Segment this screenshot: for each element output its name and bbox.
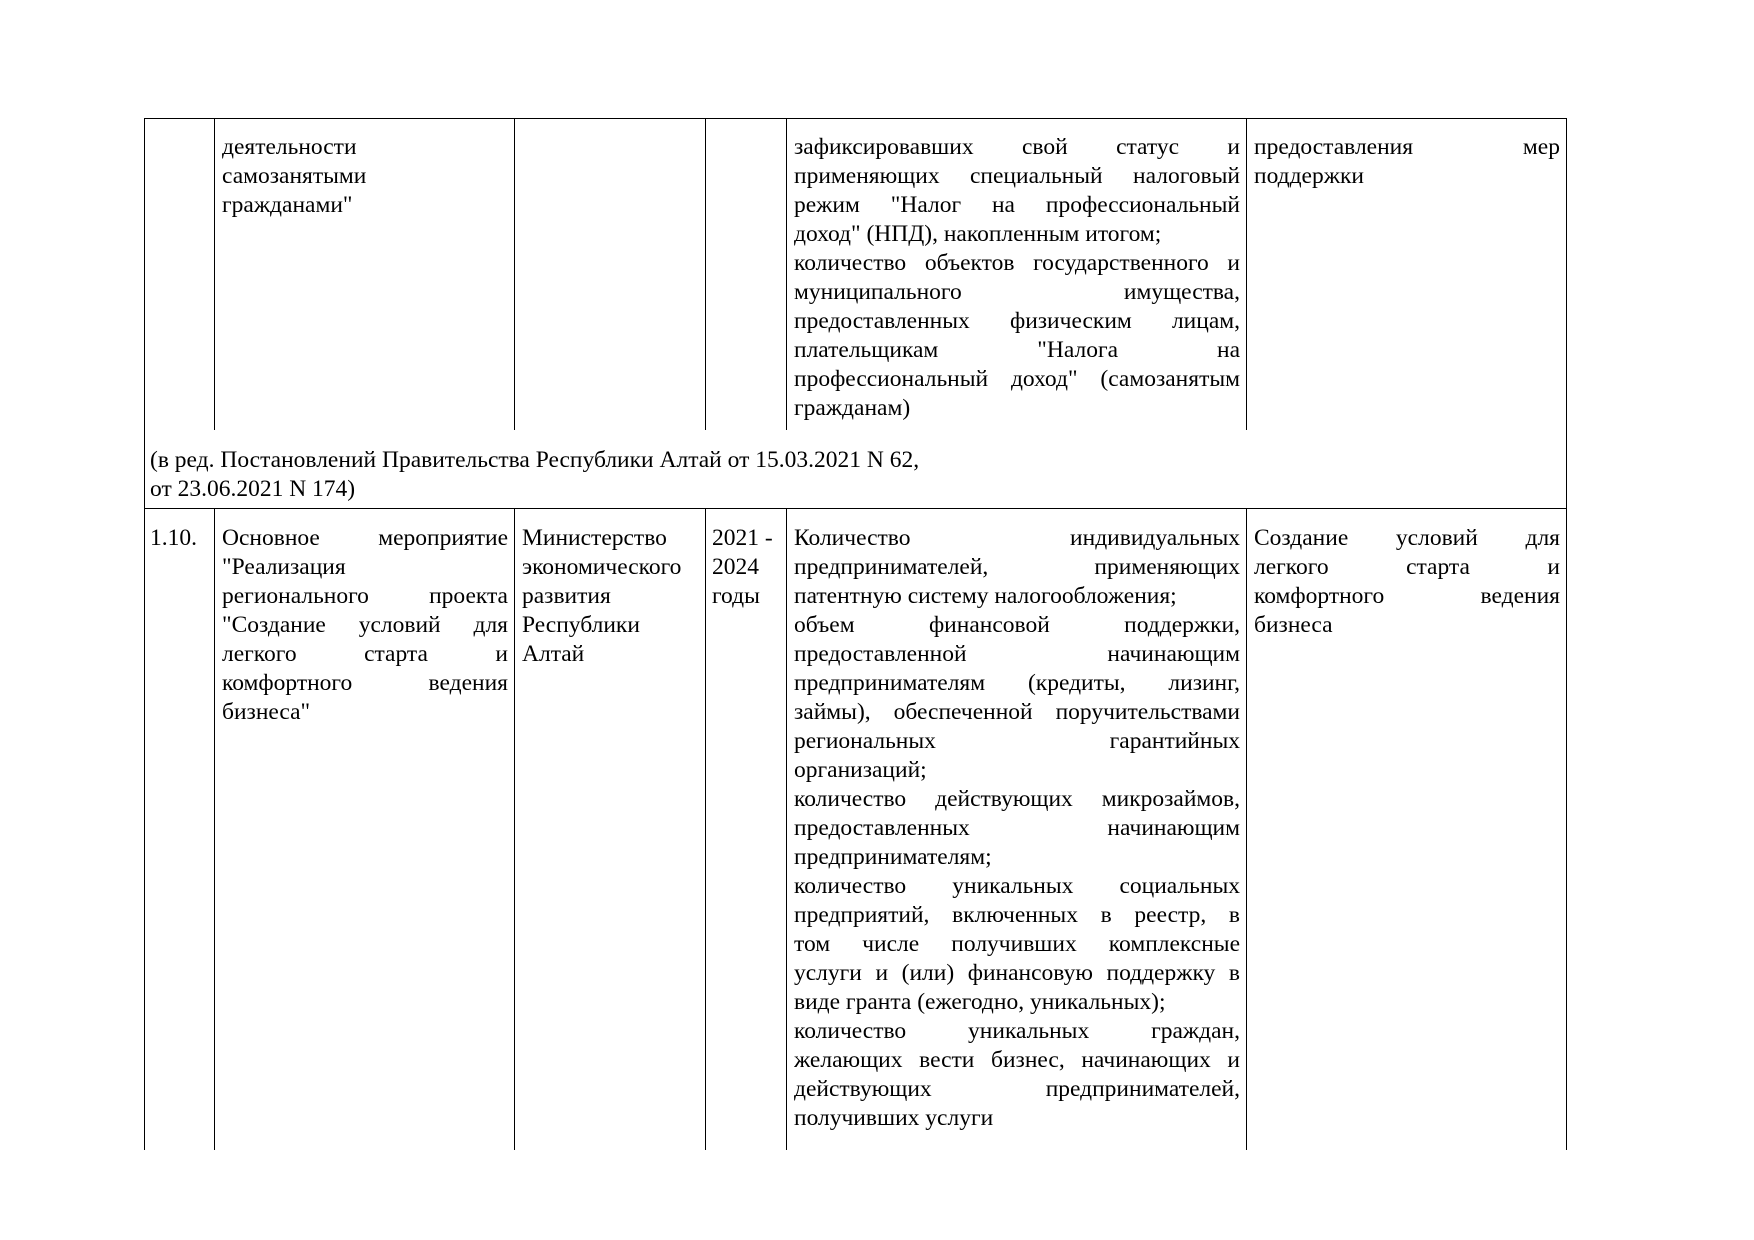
text-line: Республики [522, 612, 640, 638]
note-line: от 23.06.2021 N 174) [150, 476, 356, 502]
col-border-3 [705, 508, 706, 1150]
col-border-2 [514, 508, 515, 1150]
cont-indicators-cell [794, 133, 1240, 423]
col-border-5 [1246, 508, 1247, 1150]
executor-cell [522, 524, 700, 669]
row-separator [144, 508, 1567, 509]
text-line: количество уникальных социальных [794, 873, 1240, 899]
col-border-3 [705, 118, 706, 430]
text-line: желающих вести бизнес, начинающих и [794, 1047, 1240, 1073]
text-line: предприятий, включенных в реестр, в [794, 902, 1240, 928]
text-line: Создание условий для [1254, 525, 1560, 551]
text-line: патентную систему налогообложения; [794, 583, 1177, 609]
text-line: легкого старта и [1254, 554, 1560, 580]
row-number: 1.10. [150, 525, 197, 551]
result-cell [1254, 524, 1560, 640]
indicators-cell [794, 524, 1240, 1133]
text-line: 2024 [712, 554, 759, 580]
text-line: гражданами" [222, 192, 353, 218]
col-border-4 [786, 508, 787, 1150]
text-line: предпринимателям (кредиты, лизинг, [794, 670, 1240, 696]
text-line: получивших услуги [794, 1105, 994, 1131]
text-line: профессиональный доход" (самозанятым [794, 366, 1240, 392]
text-line: муниципального имущества, [794, 279, 1240, 305]
text-line: "Реализация [222, 554, 346, 580]
note-line: (в ред. Постановлений Правительства Республики Алтай от 15.03.2021 N 62, [150, 447, 920, 473]
col-border-1 [214, 118, 215, 430]
text-line: гражданам) [794, 395, 911, 421]
text-line: количество объектов государственного и [794, 250, 1240, 276]
cont-result-cell [1254, 133, 1560, 191]
text-line: количество действующих микрозаймов, [794, 786, 1240, 812]
text-line: Количество индивидуальных [794, 525, 1240, 551]
text-line: экономического [522, 554, 682, 580]
period-cell [712, 524, 784, 611]
text-line: предпринимателей, применяющих [794, 554, 1240, 580]
text-line: поддержки [1254, 163, 1364, 189]
text-line: режим "Налог на профессиональный [794, 192, 1240, 218]
col-border-2 [514, 118, 515, 430]
text-line: предоставленных начинающим [794, 815, 1240, 841]
text-line: количество уникальных граждан, [794, 1018, 1240, 1044]
text-line: Основное мероприятие [222, 525, 508, 551]
text-line: развития [522, 583, 611, 609]
text-line: применяющих специальный налоговый [794, 163, 1240, 189]
text-line: деятельности [222, 134, 357, 160]
col-border-1 [214, 508, 215, 1150]
table-left-border [144, 118, 145, 1150]
text-line: зафиксировавших свой статус и [794, 134, 1240, 160]
text-line: том числе получивших комплексные [794, 931, 1240, 957]
text-line: "Создание условий для [222, 612, 508, 638]
activity-name-cell [222, 524, 508, 727]
text-line: объем финансовой поддержки, [794, 612, 1240, 638]
text-line: комфортного ведения [222, 670, 508, 696]
text-line: предоставленных физическим лицам, [794, 308, 1240, 334]
text-line: Алтай [522, 641, 585, 667]
text-line: комфортного ведения [1254, 583, 1560, 609]
text-line: бизнеса" [222, 699, 311, 725]
text-line: услуги и (или) финансовую поддержку в [794, 960, 1240, 986]
text-line: бизнеса [1254, 612, 1333, 638]
text-line: предпринимателям; [794, 844, 992, 870]
text-line: годы [712, 583, 760, 609]
text-line: плательщикам "Налога на [794, 337, 1240, 363]
text-line: легкого старта и [222, 641, 508, 667]
table-top-border [144, 118, 1567, 119]
row-number-cell [150, 524, 210, 553]
text-line: организаций; [794, 757, 927, 783]
cont-name-cell [222, 133, 508, 220]
col-border-5 [1246, 118, 1247, 430]
text-line: 2021 - [712, 525, 773, 551]
col-border-4 [786, 118, 787, 430]
amendment-note [150, 446, 919, 504]
table-right-border [1566, 118, 1567, 1150]
text-line: действующих предпринимателей, [794, 1076, 1240, 1102]
document-table [144, 118, 1567, 1150]
text-line: виде гранта (ежегодно, уникальных); [794, 989, 1166, 1015]
text-line: регионального проекта [222, 583, 508, 609]
text-line: доход" (НПД), накопленным итогом; [794, 221, 1162, 247]
text-line: предоставленной начинающим [794, 641, 1240, 667]
text-line: Министерство [522, 525, 667, 551]
text-line: займы), обеспеченной поручительствами [794, 699, 1240, 725]
text-line: предоставления мер [1254, 134, 1560, 160]
text-line: самозанятыми [222, 163, 367, 189]
text-line: региональных гарантийных [794, 728, 1240, 754]
